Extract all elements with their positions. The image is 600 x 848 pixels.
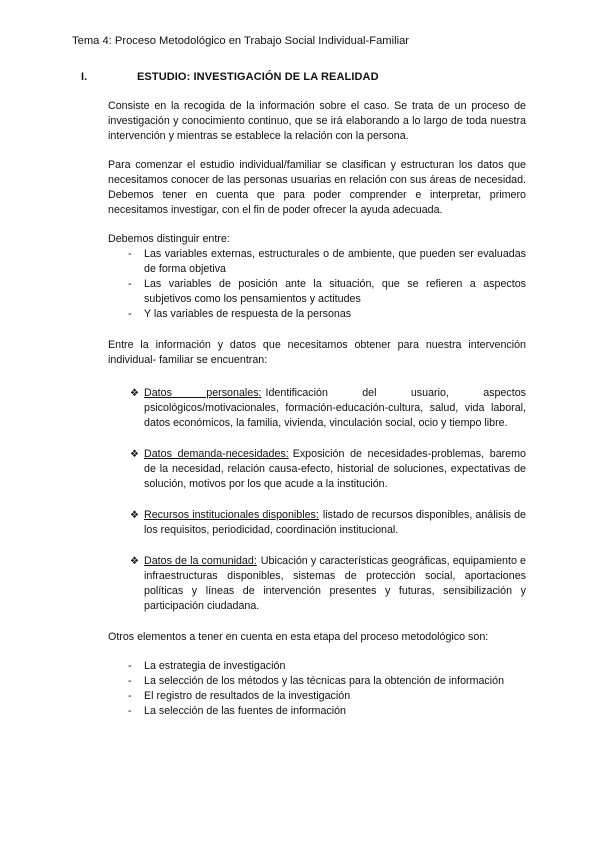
item-term: Datos personales: — [144, 387, 262, 399]
paragraph-other-elements: Otros elementos a tener en cuenta en esta etapa del proceso metodológico son: — [108, 631, 489, 643]
item-text: listado de recursos disponibles, análisis de los requisitos, periodicidad, coordinación institucional. — [144, 509, 526, 536]
list-item: - Las variables externas, estructurales o de ambiente, que pueden ser evaluadas de forma objetiva — [128, 248, 526, 275]
section-heading — [81, 71, 379, 83]
running-header: Tema 4: Proceso Metodológico en Trabajo Social Individual-Familiar — [72, 35, 410, 47]
list-item: - El registro de resultados de la investigación — [128, 690, 351, 702]
diamond-bullet-icon: ❖ — [130, 449, 139, 460]
item-text: Exposición de necesidades-problemas, baremo de la necesidad, relación causa-efecto, historial de soluciones, expectativas de solución, motivos por los que acude a la institución. — [144, 448, 526, 490]
list-item: - La estrategia de investigación — [128, 660, 286, 672]
list-item: - La selección de los métodos y las técnicas para la obtención de información — [128, 675, 505, 687]
dash-icon: - — [128, 705, 132, 717]
dash-icon: - — [128, 278, 132, 290]
dash-icon: - — [128, 690, 132, 702]
other-elements-list — [108, 659, 526, 719]
item-term: Datos demanda-necesidades: — [144, 448, 289, 460]
item-text: Ubicación y características geográficas, equipamiento e infraestructuras disponibles, sistemas de protección social, aportaciones políticas y líneas de intervención presentes y futuras, sensibilización y participación ciudadana. — [144, 555, 526, 612]
diamond-bullet-icon: ❖ — [130, 510, 139, 521]
dash-icon: - — [128, 675, 132, 687]
document-body — [108, 99, 526, 735]
list-item: - Las variables de posición ante la situación, que se refieren a aspectos subjetivos como los pensamientos y actitudes — [128, 278, 526, 305]
list-item — [108, 554, 526, 614]
list-item — [108, 447, 526, 492]
list-item: - Y las variables de respuesta de la personas — [128, 308, 352, 320]
section-number: I. — [81, 71, 88, 83]
dash-icon: - — [128, 308, 132, 320]
paragraph-distinguish: Debemos distinguir entre: — [108, 233, 230, 245]
paragraph-classification: Para comenzar el estudio individual/familiar se clasifican y estructuran los datos que necesitamos conocer de las personas usuarias en relación con sus áreas de necesidad. Debemos tener en cuenta que para poder comprender e interpretar, primero necesitamos investigar, con el fin de poder ofrecer la ayuda adecuada. — [108, 159, 526, 216]
variables-list — [108, 247, 526, 322]
diamond-bullet-icon: ❖ — [130, 556, 139, 567]
item-text: Identificación del usuario, aspectos psicológicos/motivacionales, formación-educación-cultura, salud, vida laboral, datos económicos, la familia, vivienda, vinculación social, ocio y tiempo libre. — [144, 387, 526, 429]
item-term: Recursos institucionales disponibles: — [144, 509, 319, 521]
paragraph-definition: Consiste en la recogida de la información sobre el caso. Se trata de un proceso de investigación y conocimiento continuo, que se irá elaborando a lo largo de toda nuestra intervención y mientras se establece la relación con la persona. — [108, 100, 526, 142]
paragraph-information: Entre la información y datos que necesitamos obtener para nuestra intervención individual- familiar se encuentran: — [108, 339, 526, 366]
list-item — [108, 386, 526, 431]
diamond-bullet-icon: ❖ — [130, 388, 139, 399]
list-item: - La selección de las fuentes de información — [128, 705, 346, 717]
item-term: Datos de la comunidad: — [144, 555, 257, 567]
list-item — [108, 508, 526, 538]
dash-icon: - — [128, 248, 132, 260]
dash-icon: - — [128, 660, 132, 672]
data-items-list — [108, 386, 526, 614]
section-title: ESTUDIO: INVESTIGACIÓN DE LA REALIDAD — [137, 71, 379, 83]
